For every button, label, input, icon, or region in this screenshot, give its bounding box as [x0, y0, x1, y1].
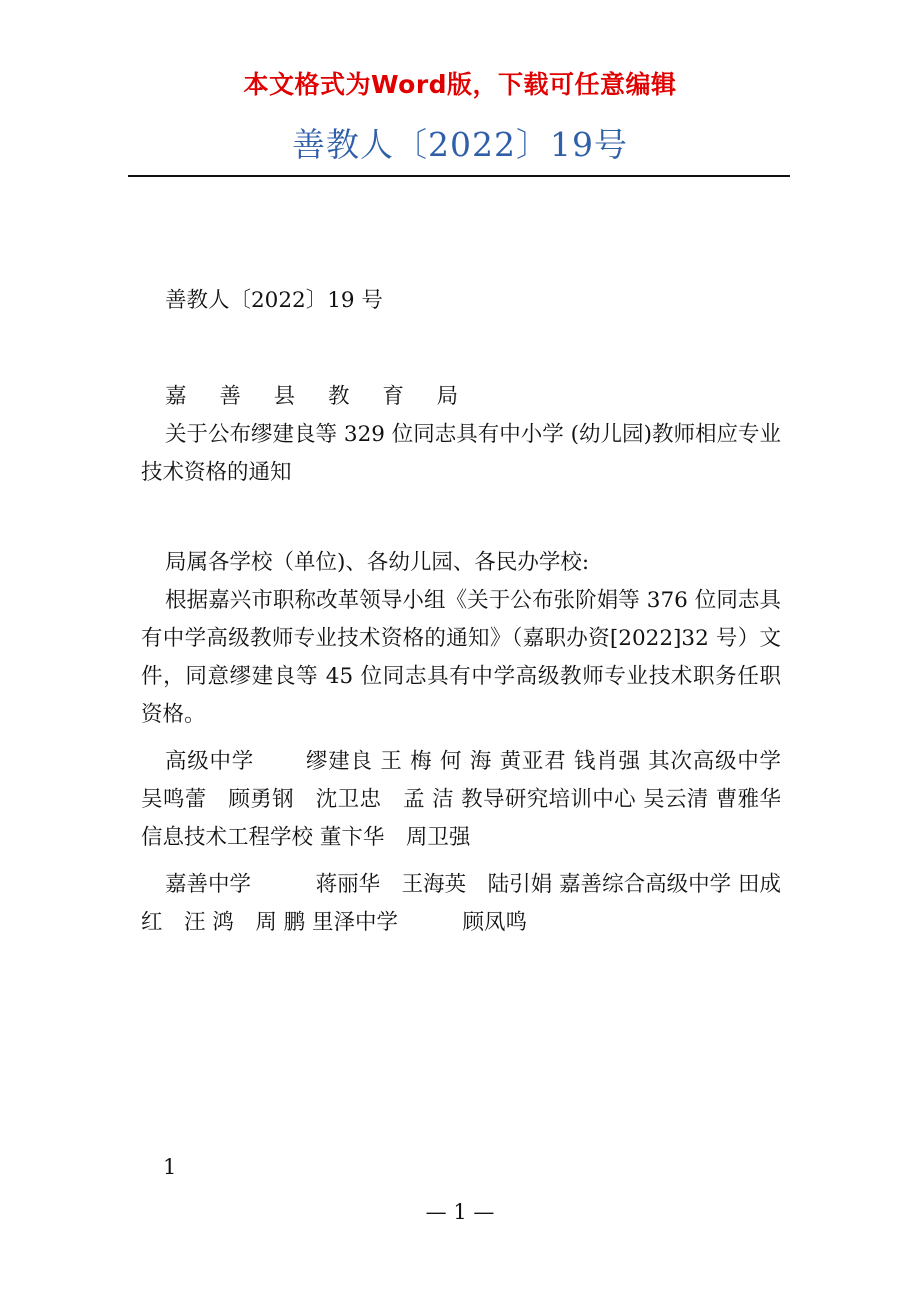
page-number-footer: — 1 —: [425, 1200, 495, 1224]
header-divider: [128, 175, 790, 177]
doc-number: 善教人〔2022〕19 号: [165, 288, 383, 313]
name-list: 嘉善中学 蒋丽华 王海英 陆引娟 嘉善综合高级中学 田成红 汪 鸿 周 鹏 里泽中学 顾凤鸣: [141, 872, 781, 935]
page-marker: 1: [163, 1155, 177, 1179]
download-banner: 本文格式为Word版，下载可任意编辑: [243, 70, 677, 99]
addressee: 局属各学校（单位)、各幼儿园、各民办学校:: [165, 550, 590, 575]
issuer: 嘉 善 县 教 育 局: [165, 384, 472, 409]
page-header-title: 善教人〔2022〕19号: [292, 125, 628, 164]
document-body: [141, 282, 810, 942]
spacer: [141, 734, 781, 743]
spacer: [141, 857, 781, 866]
body-paragraph: 根据嘉兴市职称改革领导小组《关于公布张阶娟等 376 位同志具有中学高级教师专业技术资格的通知》（嘉职办资[2022]32 号）文件，同意缪建良等 45 位同志具有中学高级教师专业技术职务任职资格。: [141, 588, 781, 727]
spacer: [141, 492, 781, 544]
notice-subject: 关于公布缪建良等 329 位同志具有中小学 (幼儿园)教师相应专业技术资格的通知: [141, 422, 781, 485]
spacer: [141, 320, 781, 378]
name-list: 高级中学 缪建良 王 梅 何 海 黄亚君 钱肖强 其次高级中学 吴鸣蕾 顾勇钢 沈卫忠 孟 洁 教导研究培训中心 吴云清 曹雅华 信息技术工程学校 董卞华 周卫强: [141, 749, 810, 850]
